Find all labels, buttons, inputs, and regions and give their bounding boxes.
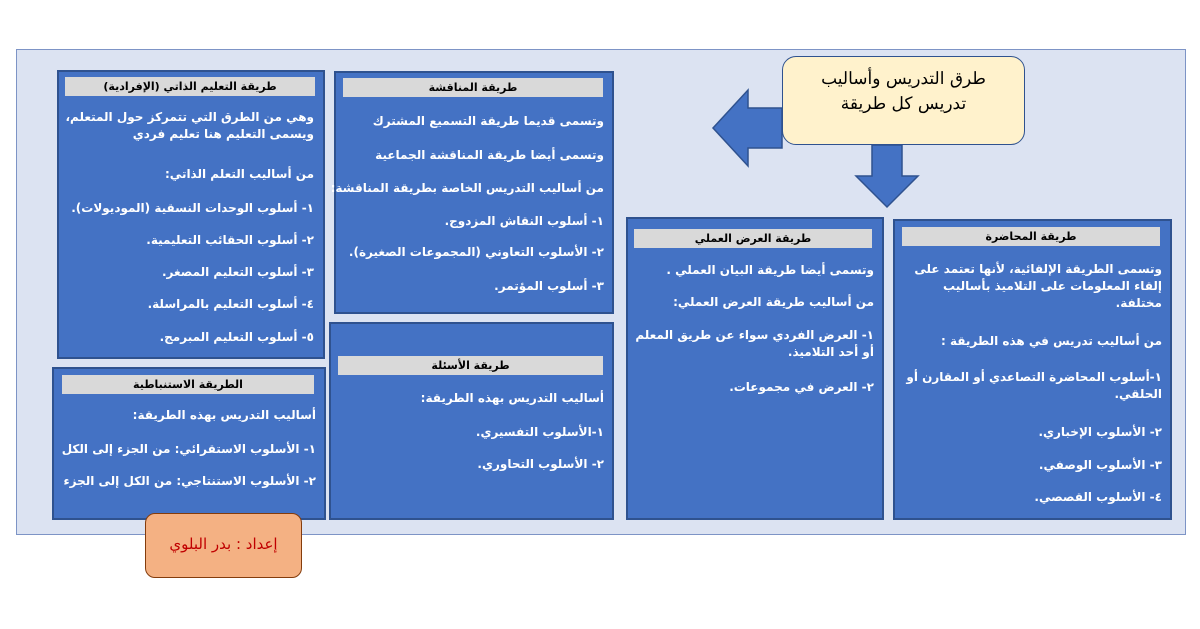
deductive-line: أساليب التدريس بهذه الطريقة: — [132, 408, 316, 422]
discussion-line: ٢- الأسلوب التعاوني (المجموعات الصغيرة). — [348, 245, 604, 259]
demonstration-line: أو أحد التلاميذ. — [787, 345, 874, 359]
lecture-line: ١-أسلوب المحاضرة التصاعدي أو المقارن أو — [906, 370, 1162, 384]
self-learning-line: ٢- أسلوب الحقائب التعليمية. — [146, 233, 314, 247]
discussion-line: وتسمى أيضا طريقة المناقشة الجماعية — [375, 148, 604, 162]
demonstration-line: ٢- العرض في مجموعات. — [729, 380, 874, 394]
main-title-line1: طرق التدريس وأساليب — [821, 69, 986, 89]
lecture-line: ٤- الأسلوب القصصي. — [1034, 490, 1162, 504]
demonstration-title: طريقة العرض العملي — [634, 229, 872, 248]
demonstration-line: من أساليب طريقة العرض العملي: — [673, 295, 874, 309]
questions-line: ٢- الأسلوب التحاوري. — [477, 457, 604, 471]
discussion-line: ٣- أسلوب المؤتمر. — [494, 279, 604, 293]
deductive-title: الطريقة الاستنباطية — [62, 375, 314, 394]
questions-box — [329, 322, 614, 520]
deductive-line: ٢- الأسلوب الاستنتاجي: من الكل إلى الجزء — [63, 474, 316, 488]
lecture-line: مختلفة. — [1115, 296, 1162, 310]
self-learning-line: ٤- أسلوب التعليم بالمراسلة. — [147, 297, 314, 311]
discussion-line: وتسمى قديما طريقة التسميع المشترك — [372, 114, 604, 128]
self-learning-title: طريقة التعليم الذاتي (الإفرادية) — [65, 77, 315, 96]
self-learning-line: ويسمى التعليم هنا تعليم فردي — [132, 127, 314, 141]
deductive-box — [52, 367, 326, 520]
questions-title: طريقة الأسئلة — [338, 356, 603, 375]
discussion-box — [330, 71, 614, 314]
lecture-line: ٢- الأسلوب الإخباري. — [1038, 425, 1162, 439]
self-learning-line: ٥- أسلوب التعليم المبرمج. — [159, 330, 314, 344]
questions-line: أساليب التدريس بهذه الطريقة: — [420, 391, 604, 405]
self-learning-box — [57, 70, 325, 359]
demonstration-line: ١- العرض الفردي سواء عن طريق المعلم — [635, 328, 874, 342]
lecture-box — [893, 219, 1172, 520]
left-arrow — [713, 90, 782, 166]
main-title-box — [782, 56, 1025, 145]
lecture-line: وتسمى الطريقة الإلقائية، لأنها تعتمد على — [914, 262, 1162, 276]
lecture-line: إلقاء المعلومات على التلاميذ بأساليب — [942, 279, 1162, 293]
lecture-line: الحلقي. — [1114, 387, 1162, 401]
discussion-line: من أساليب التدريس الخاصة بطريقة المناقشة: — [330, 181, 604, 195]
main-title-line2: تدريس كل طريقة — [840, 94, 967, 114]
demonstration-line: وتسمى أيضا طريقة البيان العملي . — [666, 263, 874, 277]
self-learning-line: وهي من الطرق التي تتمركز حول المتعلم، — [65, 110, 314, 124]
demonstration-box — [626, 217, 884, 520]
self-learning-line: من أساليب التعلم الذاتي: — [165, 167, 314, 181]
discussion-title: طريقة المناقشة — [343, 78, 603, 97]
discussion-line: ١- أسلوب النقاش المزدوج. — [444, 214, 604, 228]
questions-line: ١-الأسلوب التفسيري. — [475, 425, 604, 439]
self-learning-line: ٣- أسلوب التعليم المصغر. — [161, 265, 314, 279]
lecture-line: ٣- الأسلوب الوصفي. — [1038, 458, 1162, 472]
lecture-line: من أساليب تدريس في هذه الطريقة : — [941, 334, 1162, 348]
lecture-title: طريقة المحاضرة — [902, 227, 1160, 246]
author-box: إعداد : بدر البلوي — [145, 513, 302, 578]
self-learning-line: ١- أسلوب الوحدات النسقية (الموديولات). — [71, 201, 314, 215]
down-arrow — [856, 145, 918, 207]
deductive-line: ١- الأسلوب الاستقرائي: من الجزء إلى الكل — [61, 442, 316, 456]
